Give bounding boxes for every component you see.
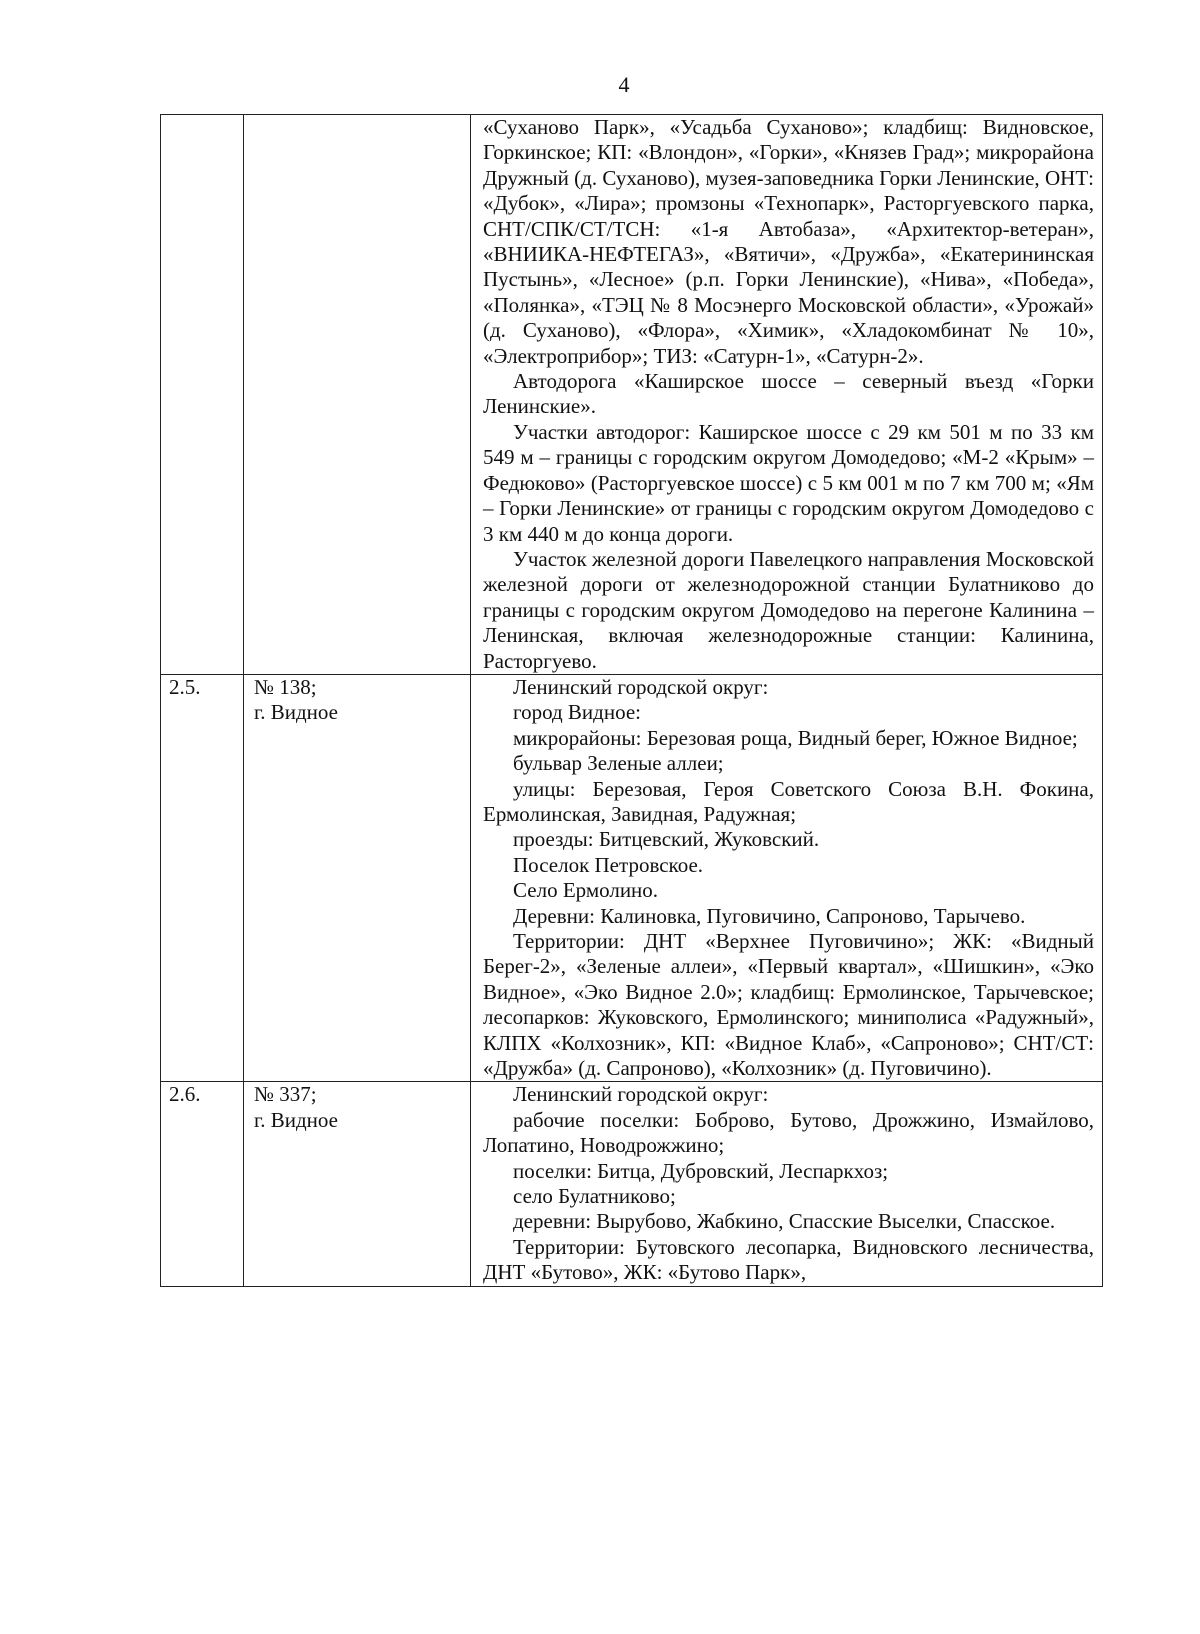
district-cell: [244, 674, 471, 1082]
district-number: № 138;: [254, 674, 317, 699]
paragraph: рабочие поселки: Боброво, Бутово, Дрожжино, Измайлово, Лопатино, Новодрожжино;: [483, 1107, 1094, 1158]
paragraph: Поселок Петровское.: [513, 852, 704, 877]
paragraph: Ленинский городской округ:: [513, 1082, 769, 1107]
paragraph: деревни: Вырубово, Жабкино, Спасские Выселки, Спасское.: [513, 1209, 1056, 1234]
paragraph: Территории: ДНТ «Верхнее Пуговичино»; ЖК: «Видный Берег-2», «Зеленые аллеи», «Первый квартал», «Шишкин», «Эко Видное», «Эко Видное 2.0»; кладбищ: Ермолинское, Тарычевское; лесопарков: Жуковского, Ермолинского; миниполиса «Радужный», КЛПХ «Колхозник», КП: «Видное Клаб», «Сапроново»; СНТ/СТ: «Дружба» (д. Сапроново), «Колхозник» (д. Пуговичино).: [483, 929, 1094, 1081]
district-center: г. Видное: [254, 700, 338, 725]
territory-cell: [471, 1082, 1103, 1286]
table-row: [161, 1082, 1103, 1286]
paragraph: «Суханово Парк», «Усадьба Суханово»; кладбищ: Видновское, Горкинское; КП: «Влондон», «Горки», «Князев Град»; микрорайона Дружный (д. Суханово), музея-заповедника Горки Ленинские, ОНТ: «Дубок», «Лира»; промзоны «Технопарк», Расторгуевского парка, СНТ/СПК/СТ/ТСН: «1-я Автобаза», «Архитектор-ветеран», «ВНИИКА-НЕФТЕГАЗ», «Вятичи», «Дружба», «Екатерининская Пустынь», «Лесное» (р.п. Горки Ленинские), «Нива», «Победа», «Полянка», «ТЭЦ № 8 Мосэнерго Московской области», «Урожай» (д. Суханово), «Флора», «Химик», «Хладокомбинат № 10», «Электроприбор»; ТИЗ: «Сатурн-1», «Сатурн-2».: [483, 115, 1094, 368]
paragraph: Деревни: Калиновка, Пуговичино, Сапроново, Тарычево.: [513, 903, 1026, 928]
paragraph: поселки: Битца, Дубровский, Леспаркхоз;: [513, 1158, 889, 1183]
district-number: № 337;: [254, 1082, 317, 1107]
row-number-cell: [161, 115, 244, 675]
table-row: [161, 115, 1103, 675]
paragraph: село Булатниково;: [513, 1184, 676, 1209]
paragraph: город Видное:: [513, 700, 641, 725]
paragraph: Ленинский городской округ:: [513, 674, 769, 699]
page-number: 4: [618, 72, 630, 97]
paragraph: Участок железной дороги Павелецкого направления Московской железной дороги от железнодорожной станции Булатниково до границы с городским округом Домодедово на перегоне Калинина – Ленинская, включая железнодорожные станции: Калинина, Расторгуево.: [483, 546, 1094, 673]
paragraph: бульвар Зеленые аллеи;: [513, 751, 724, 776]
paragraph: Участки автодорог: Каширское шоссе с 29 км 501 м по 33 км 549 м – границы с городским округом Домодедово; «М-2 «Крым» – Федюково» (Расторгуевское шоссе) с 5 км 001 м по 7 км 700 м; «Ям – Горки Ленинские» от границы с городским округом Домодедово с 3 км 440 м до конца дороги.: [483, 419, 1094, 546]
districts-table: [160, 114, 1103, 1287]
district-cell: [244, 1082, 471, 1286]
paragraph: Автодорога «Каширское шоссе – северный въезд «Горки Ленинские».: [483, 369, 1094, 419]
paragraph: микрорайоны: Березовая роща, Видный берег, Южное Видное;: [513, 725, 1078, 750]
paragraph: проезды: Битцевский, Жуковский.: [513, 827, 820, 852]
district-center: г. Видное: [254, 1107, 338, 1132]
paragraph: Территории: Бутовского лесопарка, Видновского лесничества, ДНТ «Бутово», ЖК: «Бутово Парк»,: [483, 1234, 1094, 1285]
row-number-cell: 2.6.: [161, 1082, 244, 1286]
paragraph: Село Ермолино.: [513, 878, 659, 903]
territory-cell: [471, 115, 1103, 675]
paragraph: улицы: Березовая, Героя Советского Союза В.Н. Фокина, Ермолинская, Завидная, Радужная;: [483, 776, 1094, 826]
row-number-cell: 2.5.: [161, 674, 244, 1082]
district-cell: [244, 115, 471, 675]
table-row: [161, 674, 1103, 1082]
territory-cell: [471, 674, 1103, 1082]
